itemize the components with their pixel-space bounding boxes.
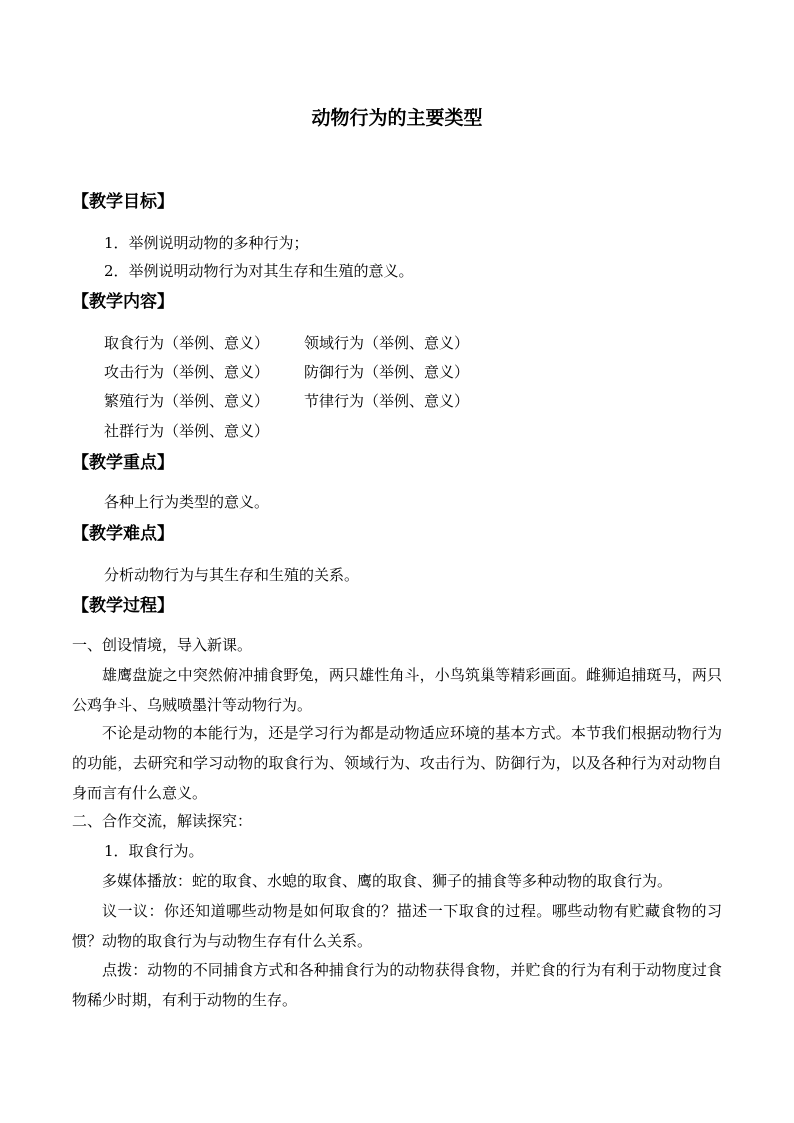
content-item-rhythm: 节律行为（举例、意义） xyxy=(304,392,470,410)
keypoint-text: 各种上行为类型的意义。 xyxy=(104,493,270,511)
process-step-2-paragraph-2: 议一议：你还知道哪些动物是如何取食的？描述一下取食的过程。哪些动物有贮藏食物的习惯？动物的取食行为与动物生存有什么关系。 xyxy=(72,902,722,950)
process-step-1-paragraph-2: 不论是动物的本能行为，还是学习行为都是动物适应环境的基本方式。本节我们根据动物行为的功能，去研究和学习动物的取食行为、领域行为、攻击行为、防御行为，以及各种行为对动物自身而言有什么意义。 xyxy=(72,724,722,802)
process-heading: 【教学过程】 xyxy=(72,596,174,616)
keypoint-heading: 【教学重点】 xyxy=(72,453,174,473)
process-step-2-title: 二、合作交流，解读探究： xyxy=(72,812,253,830)
process-step-1-title: 一、创设情境，导入新课。 xyxy=(72,636,253,654)
difficulty-text: 分析动物行为与其生存和生殖的关系。 xyxy=(104,566,360,584)
objective-item-2: 2．举例说明动物行为对其生存和生殖的意义。 xyxy=(104,262,414,280)
process-step-2-subtitle: 1．取食行为。 xyxy=(104,842,204,860)
objectives-heading: 【教学目标】 xyxy=(72,192,174,212)
process-step-1-paragraph-1: 雄鹰盘旋之中突然俯冲捕食野兔，两只雄性角斗，小鸟筑巢等精彩画面。雌狮追捕斑马，两只公鸡争斗、乌贼喷墨汁等动物行为。 xyxy=(72,666,722,714)
page-title: 动物行为的主要类型 xyxy=(311,107,483,129)
content-item-social: 社群行为（举例、意义） xyxy=(104,422,270,440)
objective-item-1: 1．举例说明动物的多种行为； xyxy=(104,234,309,252)
content-item-attack: 攻击行为（举例、意义） xyxy=(104,363,270,381)
process-step-2-paragraph-1: 多媒体播放：蛇的取食、水螅的取食、鹰的取食、狮子的捕食等多种动物的取食行为。 xyxy=(102,872,673,890)
content-item-feeding: 取食行为（举例、意义） xyxy=(104,334,270,352)
content-item-breeding: 繁殖行为（举例、意义） xyxy=(104,392,270,410)
content-item-defense: 防御行为（举例、意义） xyxy=(304,363,470,381)
content-heading: 【教学内容】 xyxy=(72,292,174,312)
content-item-territory: 领域行为（举例、意义） xyxy=(304,334,470,352)
difficulty-heading: 【教学难点】 xyxy=(72,524,174,544)
process-step-2-paragraph-3: 点拨：动物的不同捕食方式和各种捕食行为的动物获得食物，并贮食的行为有利于动物度过食物稀少时期，有利于动物的生存。 xyxy=(72,961,722,1009)
